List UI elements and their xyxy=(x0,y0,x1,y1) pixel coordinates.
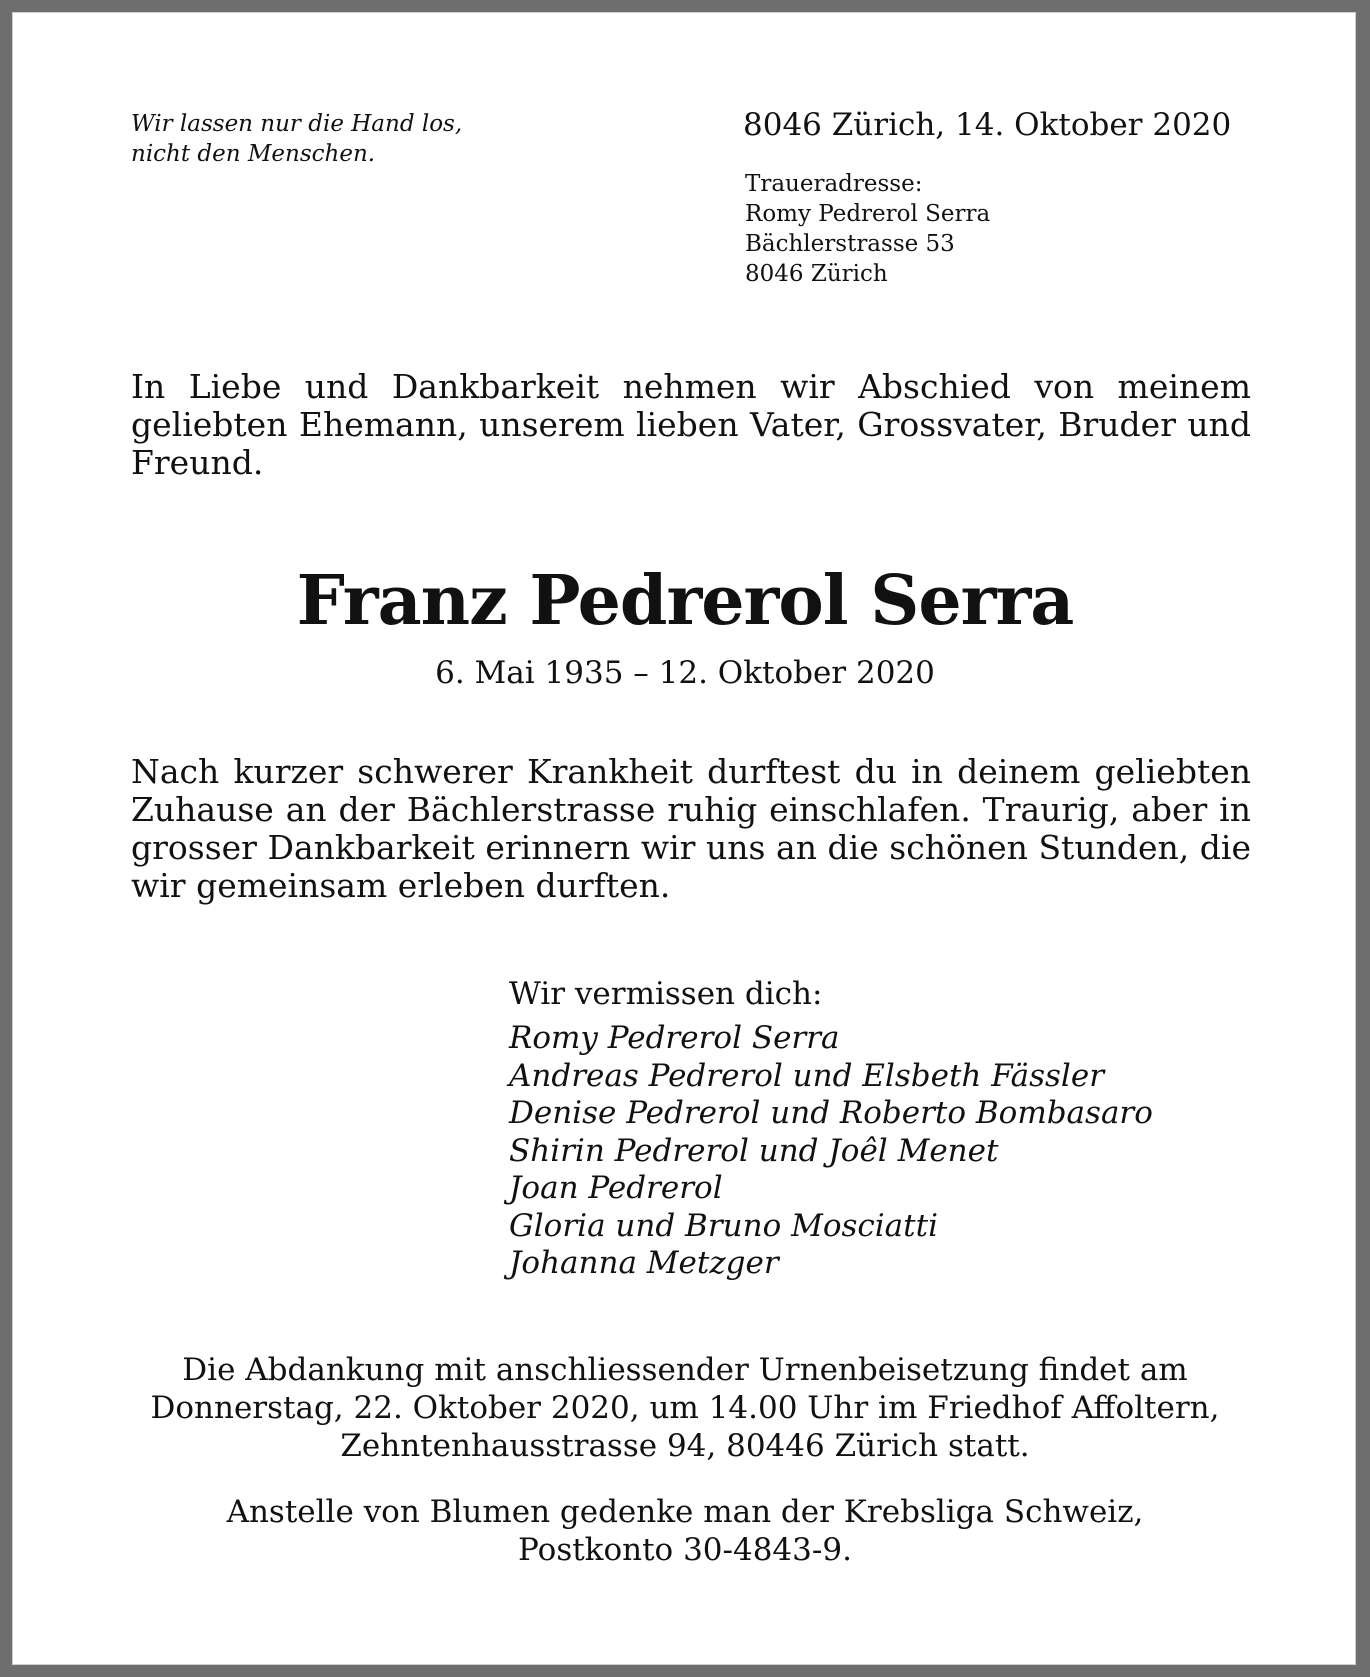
family-heading: Wir vermissen dich: xyxy=(509,976,823,1012)
family-member: Gloria und Bruno Mosciatti xyxy=(509,1207,938,1244)
family-member: Romy Pedrerol Serra xyxy=(509,1020,840,1056)
family-member: Johanna Metzger xyxy=(509,1245,779,1281)
donation-line: Anstelle von Blumen gedenke man der Krebsliga Schweiz, xyxy=(226,1494,1144,1530)
family-member: Andreas Pedrerol und Elsbeth Fässler xyxy=(509,1057,1105,1094)
mourning-address-street: Bächlerstrasse 53 xyxy=(745,231,955,257)
family-member: Denise Pedrerol und Roberto Bombasaro xyxy=(509,1095,1153,1131)
donation-line: Postkonto 30-4843-9. xyxy=(518,1532,852,1568)
ceremony-line: Die Abdankung mit anschliessender Urnenbeisetzung findet am xyxy=(182,1352,1188,1388)
ceremony-line: Donnerstag, 22. Oktober 2020, um 14.00 Uhr im Friedhof Affoltern, xyxy=(150,1390,1220,1426)
mourning-address xyxy=(745,169,1205,289)
motto-quote xyxy=(131,109,551,169)
family-section xyxy=(509,973,1269,1283)
motto-line: Wir lassen nur die Hand los, xyxy=(131,111,463,137)
mourning-address-city: 8046 Zürich xyxy=(745,261,888,287)
mourning-address-label: Traueradresse: xyxy=(745,171,923,197)
family-member: Shirin Pedrerol und Joêl Menet xyxy=(509,1132,999,1169)
intro-paragraph: In Liebe und Dankbarkeit nehmen wir Abschied von meinem geliebten Ehemann, unserem lieben Vater, Grossvater, Bruder und Freund. xyxy=(131,367,1251,482)
ceremony-line: Zehntenhausstrasse 94, 80446 Zürich statt. xyxy=(340,1428,1030,1464)
deceased-name: Franz Pedrerol Serra xyxy=(296,561,1074,641)
life-dates: 6. Mai 1935 – 12. Oktober 2020 xyxy=(435,655,935,691)
donation-notice xyxy=(133,1493,1237,1569)
place-date: 8046 Zürich, 14. Oktober 2020 xyxy=(743,107,1232,143)
family-member: Joan Pedrerol xyxy=(509,1170,723,1206)
obituary-page xyxy=(12,12,1356,1665)
family-list xyxy=(509,1020,1269,1283)
mourning-address-name: Romy Pedrerol Serra xyxy=(745,201,991,227)
farewell-message: Nach kurzer schwerer Krankheit durftest du in deinem geliebten Zuhause an der Bächlerstrasse ruhig einschlafen. Traurig, aber in grosser Dankbarkeit erinnern wir uns an die schönen Stunden, die wir gemeinsam erleben durften. xyxy=(131,752,1251,905)
motto-line: nicht den Menschen. xyxy=(131,141,376,167)
ceremony-notice xyxy=(133,1351,1237,1465)
